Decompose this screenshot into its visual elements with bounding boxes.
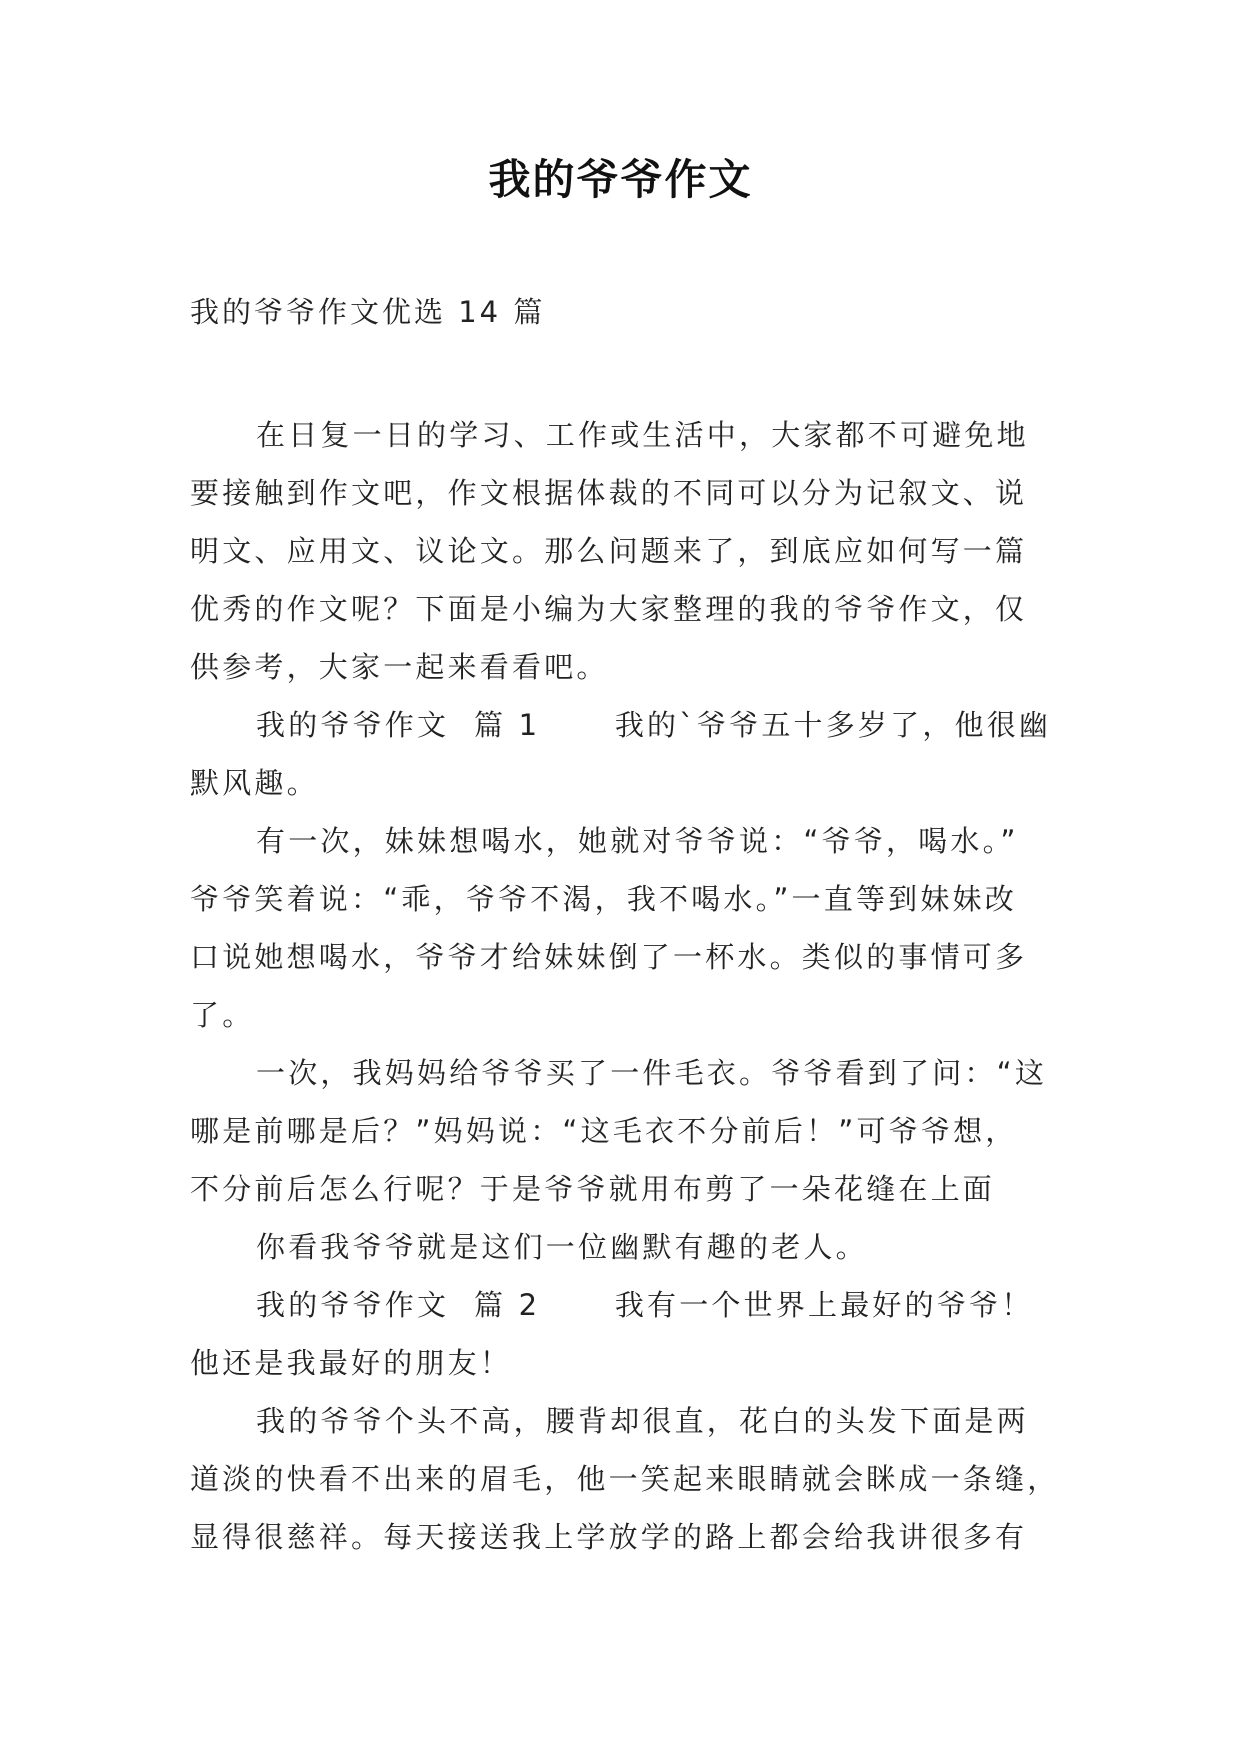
text-line: 供参考，大家一起来看看吧。 xyxy=(190,650,609,684)
text-line: 有一次，妹妹想喝水，她就对爷爷说：“爷爷，喝水。” xyxy=(256,824,1019,858)
text-line: 不分前后怎么行呢？于是爷爷就用布剪了一朵花缝在上面 xyxy=(190,1172,996,1206)
document-title: 我的爷爷作文 xyxy=(488,155,753,204)
text-line: 在日复一日的学习、工作或生活中，大家都不可避免地 xyxy=(256,418,1029,452)
text-line: 我的爷爷作文 篇 2 我有一个世界上最好的爷爷！ xyxy=(256,1288,1034,1322)
text-line: 默风趣。 xyxy=(190,766,319,800)
text-line: 了。 xyxy=(190,998,255,1032)
document-subtitle: 我的爷爷作文优选 14 篇 xyxy=(190,295,546,329)
text-line: 明文、应用文、议论文。那么问题来了，到底应如何写一篇 xyxy=(190,534,1028,568)
text-line: 一次，我妈妈给爷爷买了一件毛衣。爷爷看到了问：“这 xyxy=(256,1056,1048,1090)
text-line: 哪是前哪是后？”妈妈说：“这毛衣不分前后！”可爷爷想， xyxy=(190,1114,1018,1148)
text-line: 口说她想喝水，爷爷才给妹妹倒了一杯水。类似的事情可多 xyxy=(190,940,1028,974)
text-line: 道淡的快看不出来的眉毛，他一笑起来眼睛就会眯成一条缝， xyxy=(190,1462,1060,1496)
text-line: 要接触到作文吧，作文根据体裁的不同可以分为记叙文、说 xyxy=(190,476,1028,510)
text-line: 他还是我最好的朋友！ xyxy=(190,1346,513,1380)
text-line: 我的爷爷个头不高，腰背却很直，花白的头发下面是两 xyxy=(256,1404,1029,1438)
text-line: 显得很慈祥。每天接送我上学放学的路上都会给我讲很多有 xyxy=(190,1520,1028,1554)
document-body xyxy=(190,406,1060,1566)
text-line: 优秀的作文呢？下面是小编为大家整理的我的爷爷作文，仅 xyxy=(190,592,1028,626)
text-line: 我的爷爷作文 篇 1 我的`爷爷五十多岁了，他很幽 xyxy=(256,708,1052,742)
text-line: 爷爷笑着说：“乖，爷爷不渴，我不喝水。”一直等到妹妹改 xyxy=(190,882,1017,916)
text-line: 你看我爷爷就是这们一位幽默有趣的老人。 xyxy=(256,1230,868,1264)
